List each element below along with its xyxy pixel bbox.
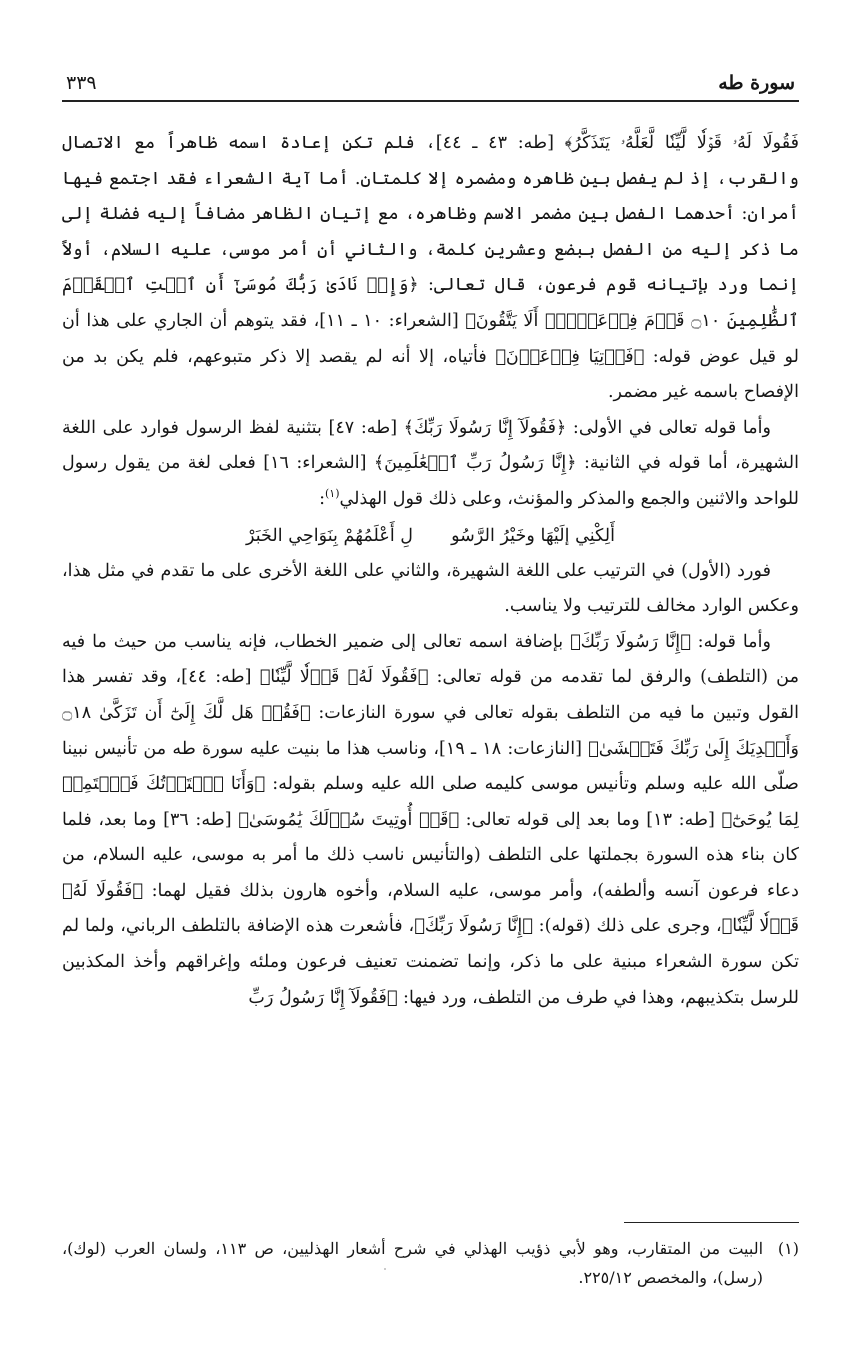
paragraph-3: فورد (الأول) في الترتيب على اللغة الشهيرة، والثاني على اللغة الأخرى على ما تقدم في مثل هذا، وعكس الوارد مخالف للترتيب ولا يناسب. xyxy=(62,560,799,617)
running-title: سورة طه xyxy=(718,72,795,94)
paragraph-2-colon: : xyxy=(319,488,325,509)
footnote-reference[interactable]: (١) xyxy=(325,487,340,501)
paragraph-4: وأما قوله: ﴿إِنَّا رَسُولَا رَبِّكَ﴾ بإضافة اسمه تعالى إلى ضمير الخطاب، فإنه يناسب من حيث ما فيه من (التلطف) والرفق لما تقدمه من قوله تعالى: ﴿فَقُولَا لَهُۥ قَوۡلٗا لَّيِّنٗا﴾ [طه: ٤٤]، وقد تفسر هذا القول وتبين ما فيه من التلطف بقوله تعالى في سورة النازعات: ﴿فَقُلۡ هَل لَّكَ إِلَىٰٓ أَن تَزَكَّىٰ ۝١٨ وَأَهۡدِيَكَ إِلَىٰ رَبِّكَ فَتَخۡشَىٰ﴾ [النازعات: ١٨ ـ ١٩]، وناسب هذا ما بنيت عليه سورة طه من تأنيس نبينا صلّى الله عليه وسلم وتأنيس موسى كليمه صلى الله عليه وسلم بقوله: ﴿وَأَنَا ٱخۡتَرۡتُكَ فَٱسۡتَمِعۡ لِمَا يُوحَىٰٓ﴾ [طه: ١٣] وما بعد إلى قوله تعالى: ﴿قَدۡ أُوتِيتَ سُؤۡلَكَ يَٰمُوسَىٰ﴾ [طه: ٣٦] وما بعد، فلما كان بناء هذه السورة بجملتها على التلطف (والتأنيس ناسب ذلك ما أمر به موسى، عليه السلام، من دعاء فرعون آنسه وألطفه)، وأمر موسى، عليه السلام، وأخوه هارون بذلك فقيل لهما: ﴿فَقُولَا لَهُۥ قَوۡلٗا لَّيِّنٗا﴾، وجرى على ذلك (قوله): ﴿إِنَّا رَسُولَا رَبِّكَ﴾، فأشعرت هذه الإضافة بالتلطف الرباني، ولما لم تكن سورة الشعراء مبنية على ما ذكر، وإنما تضمنت تعنيف فرعون وملئه وإغراقهم وأخذ المكذبين للرسل بتكذيبهم، وهذا في طرف من التلطف، ورد فيها: ﴿فَقُولَآ إِنَّا رَسُولُ رَبِّ xyxy=(62,631,800,1008)
footnote-1 xyxy=(62,1234,799,1292)
page-header xyxy=(62,58,799,102)
main-text xyxy=(62,126,799,1016)
page-number: ٣٣٩ xyxy=(66,72,97,94)
footnote-text: البيت من المتقارب، وهو لأبي ذؤيب الهذلي في شرح أشعار الهذليين، ص ١١٣، ولسان العرب (لوك)، (رسل)، والمخصص ٢٢٥/١٢. xyxy=(62,1239,764,1287)
book-page xyxy=(62,58,799,1348)
footnote-separator xyxy=(624,1222,799,1223)
paragraph-1: فَقُولَا لَهُۥ قَوۡلٗا لَّيِّنٗا لَّعَلَّهُۥ يَتَذَكَّرُ﴾ [طه: ٤٣ ـ ٤٤]، فلم تكن إعادة اسمه ظاهراً مع الاتصال والقرب، إذ لم يفصل بين ظاهره ومضمره إلا كلمتان. أما آية الشعراء فقد اجتمع فيها أمران: أحدهما الفصل بين مضمر الاسم وظاهره، مع إتيان الظاهر مضافاً إليه فضلة إلى ما ذكر إليه من الفصل ببضع وعشرين كلمة، والثاني أن أمر موسى، عليه السلام، أولاً إنما ورد بإتيانه قوم فرعون، قال تعالى: ﴿وَإِذۡ نَادَىٰ رَبُّكَ مُوسَىٰٓ أَنِ ٱئۡتِ ٱلۡقَوۡمَ ٱلظَّٰلِمِينَ ۝١٠ قَوۡمَ فِرۡعَوۡنَۚ أَلَا يَتَّقُونَ﴾ [الشعراء: ١٠ ـ ١١]، فقد يتوهم أن الجاري على هذا أن لو قيل عوض قوله: ﴿فَأۡتِيَا فِرۡعَوۡنَ﴾ فأتياه، إلا أنه لم يقصد إلا ذكر متبوعهم، فلم يكن بد من الإفصاح باسمه غير مضمر. xyxy=(62,133,800,403)
poetry-verse xyxy=(62,518,799,554)
footnotes xyxy=(62,1234,799,1292)
paragraph-2 xyxy=(62,411,799,518)
paragraph-2-text: وأما قوله تعالى في الأولى: ﴿فَقُولَآ إِنَّا رَسُولَا رَبِّكَ﴾ [طه: ٤٧] بتثنية لفظ الرسول فوارد على اللغة الشهيرة، أما قوله في الثانية: ﴿إِنَّا رَسُولُ رَبِّ ٱلۡعَٰلَمِينَ﴾ [الشعراء: ١٦] فعلى لغة من يقول رسول للواحد والاثنين والجمع والمذكر والمؤنث، وعلى ذلك قول الهذلي xyxy=(62,417,799,509)
verse-first-hemistich: أَلِكْنِي إلَيْهَا وخَيْرُ الرَّسُو xyxy=(451,525,616,546)
verse-second-hemistich: لِ أَعْلَمُهُمْ بِنَوَاحِي الخَبَرْ xyxy=(245,525,414,546)
scan-speck xyxy=(384,1268,386,1270)
footnote-number: (١) xyxy=(777,1239,800,1258)
